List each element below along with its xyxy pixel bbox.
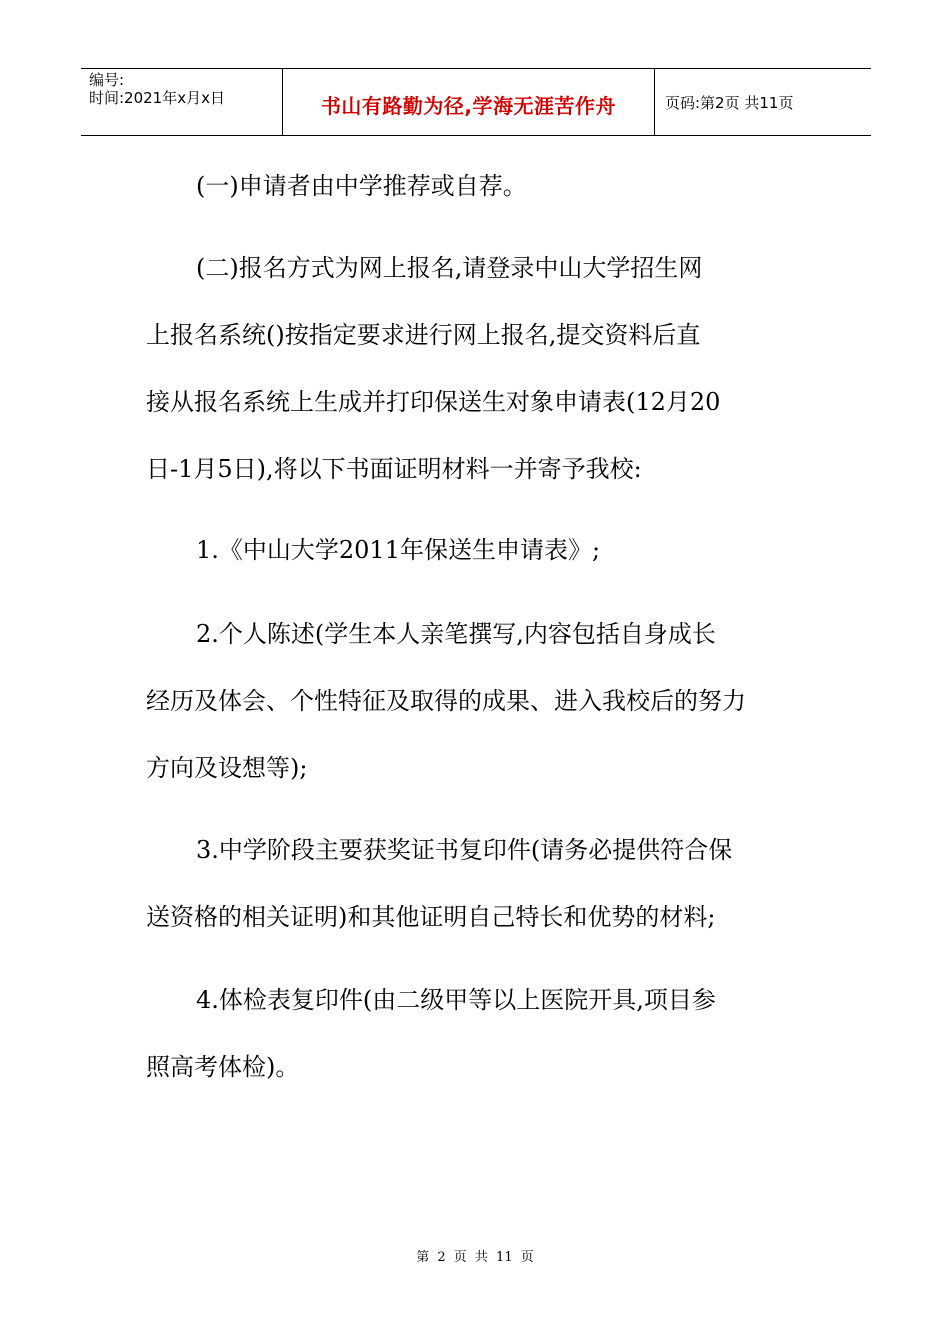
motto-text: 书山有路勤为径,学海无涯苦作舟 [320,93,617,118]
paragraph-line: 日-1月5日),将以下书面证明材料一并寄予我校: [146,455,642,483]
header-motto-cell [283,69,655,135]
header-meta-cell [81,69,283,135]
list-item-4 [146,984,806,1083]
number-label: 编号: [89,71,125,89]
paragraph-line: (二)报名方式为网上报名,请登录中山大学招生网 [196,254,703,282]
paragraph-line: 经历及体会、个性特征及取得的成果、进入我校后的努力 [146,687,746,715]
paragraph-line: 4.体检表复印件(由二级甲等以上医院开具,项目参 [196,986,716,1014]
footer-page-number: 第 2 页 共 11 页 [416,1250,534,1265]
paragraph-line: 照高考体检)。 [146,1053,300,1081]
list-item-1 [146,534,806,566]
paragraph-line: (一)申请者由中学推荐或自荐。 [196,172,527,200]
paragraph-2 [146,252,806,485]
header-table [81,68,871,136]
paragraph-line: 方向及设想等); [146,754,308,782]
paragraph-line: 接从报名系统上生成并打印保送生对象申请表(12月20 [146,388,721,416]
paragraph-line: 送资格的相关证明)和其他证明自己特长和优势的材料; [146,903,716,931]
paragraph-line: 3.中学阶段主要获奖证书复印件(请务必提供符合保 [196,836,733,864]
list-item-2 [146,618,806,784]
time-label: 时间:2021年x月x日 [89,89,225,107]
paragraph-line: 上报名系统()按指定要求进行网上报名,提交资料后直 [146,321,701,349]
header-page-cell [655,69,871,135]
paragraph-line: 2.个人陈述(学生本人亲笔撰写,内容包括自身成长 [196,620,716,648]
page-footer [0,1246,950,1265]
paragraph-1 [146,170,806,202]
page-label: 页码:第2页 共11页 [665,93,794,112]
list-item-3 [146,834,806,933]
paragraph-line: 1.《中山大学2011年保送生申请表》; [196,536,601,564]
